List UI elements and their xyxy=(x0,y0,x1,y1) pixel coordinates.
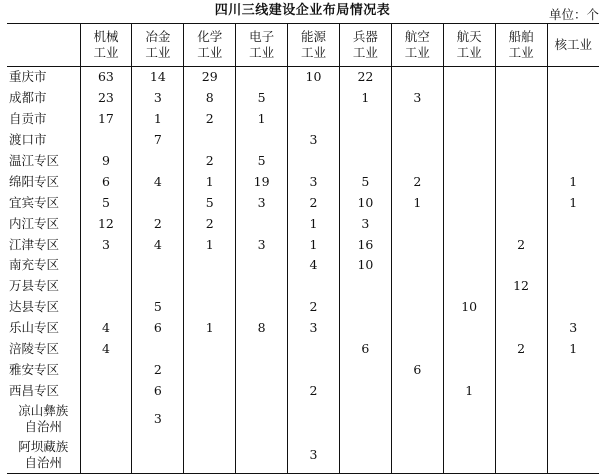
table-row xyxy=(7,130,599,151)
region-cell xyxy=(7,192,80,213)
region-cell xyxy=(7,318,80,339)
value-cell: 4 xyxy=(80,318,132,339)
value-cell xyxy=(184,401,236,437)
value-cell xyxy=(391,401,443,437)
value-cell xyxy=(443,109,495,130)
region-cell xyxy=(7,234,80,255)
value-cell xyxy=(547,151,599,172)
value-cell: 17 xyxy=(80,109,132,130)
value-cell xyxy=(184,130,236,151)
value-cell: 4 xyxy=(132,171,184,192)
value-cell xyxy=(443,213,495,234)
value-cell xyxy=(80,276,132,297)
value-cell xyxy=(495,109,547,130)
region-name-line: 自治州 xyxy=(24,455,62,471)
value-cell xyxy=(236,213,288,234)
value-cell xyxy=(391,276,443,297)
value-cell: 2 xyxy=(495,339,547,360)
column-header-line: 船舶 xyxy=(508,29,534,44)
value-cell xyxy=(80,297,132,318)
value-cell xyxy=(236,297,288,318)
value-cell: 1 xyxy=(339,88,391,109)
header-row xyxy=(7,24,599,67)
value-cell: 23 xyxy=(80,88,132,109)
value-cell xyxy=(547,234,599,255)
region-cell xyxy=(7,437,80,474)
region-name-line: 阿坝藏族 xyxy=(18,439,69,455)
value-cell xyxy=(495,380,547,401)
column-header xyxy=(339,24,391,67)
table-row xyxy=(7,192,599,213)
value-cell: 5 xyxy=(339,171,391,192)
value-cell: 10 xyxy=(288,67,340,88)
value-cell xyxy=(443,234,495,255)
value-cell xyxy=(184,359,236,380)
value-cell xyxy=(443,171,495,192)
value-cell: 3 xyxy=(288,130,340,151)
value-cell xyxy=(236,276,288,297)
value-cell: 1 xyxy=(132,109,184,130)
value-cell xyxy=(443,67,495,88)
value-cell xyxy=(391,297,443,318)
value-cell xyxy=(547,213,599,234)
column-header-line: 冶金 xyxy=(145,29,171,44)
table-row xyxy=(7,151,599,172)
value-cell xyxy=(495,151,547,172)
value-cell xyxy=(339,276,391,297)
value-cell: 7 xyxy=(132,130,184,151)
value-cell: 10 xyxy=(339,192,391,213)
value-cell xyxy=(391,255,443,276)
value-cell xyxy=(236,380,288,401)
value-cell xyxy=(339,380,391,401)
value-cell: 3 xyxy=(339,213,391,234)
region-name-line: 成都市 xyxy=(9,90,47,106)
region-name-line: 重庆市 xyxy=(9,69,47,85)
value-cell: 19 xyxy=(236,171,288,192)
column-header-line: 工业 xyxy=(352,45,378,60)
value-cell xyxy=(391,109,443,130)
value-cell: 2 xyxy=(495,234,547,255)
value-cell: 3 xyxy=(547,318,599,339)
region-cell xyxy=(7,359,80,380)
value-cell xyxy=(236,401,288,437)
value-cell: 1 xyxy=(184,234,236,255)
region-name-line: 自贡市 xyxy=(9,111,47,127)
region-name-line: 宜宾专区 xyxy=(9,194,60,210)
value-cell: 2 xyxy=(184,151,236,172)
value-cell xyxy=(236,339,288,360)
column-header-line: 工业 xyxy=(508,45,534,60)
column-header xyxy=(288,24,340,67)
value-cell: 5 xyxy=(236,88,288,109)
value-cell xyxy=(547,276,599,297)
column-header xyxy=(80,24,132,67)
value-cell: 4 xyxy=(80,339,132,360)
column-header xyxy=(391,24,443,67)
value-cell: 2 xyxy=(184,213,236,234)
value-cell xyxy=(547,130,599,151)
value-cell xyxy=(132,192,184,213)
value-cell xyxy=(391,67,443,88)
value-cell xyxy=(495,359,547,380)
value-cell: 3 xyxy=(132,401,184,437)
region-name-line: 达县专区 xyxy=(9,299,60,315)
region-cell xyxy=(7,109,80,130)
value-cell xyxy=(391,437,443,474)
value-cell: 22 xyxy=(339,67,391,88)
table-row xyxy=(7,380,599,401)
value-cell xyxy=(391,234,443,255)
region-cell xyxy=(7,339,80,360)
region-cell xyxy=(7,276,80,297)
value-cell: 6 xyxy=(132,318,184,339)
value-cell: 6 xyxy=(80,171,132,192)
value-cell xyxy=(547,297,599,318)
column-header-line: 核工业 xyxy=(554,37,593,52)
value-cell xyxy=(391,130,443,151)
column-header-line: 工业 xyxy=(404,45,430,60)
value-cell xyxy=(443,130,495,151)
table-row xyxy=(7,171,599,192)
table-row xyxy=(7,339,599,360)
value-cell: 29 xyxy=(184,67,236,88)
table-row xyxy=(7,401,599,437)
value-cell xyxy=(288,276,340,297)
column-header-line: 工业 xyxy=(93,45,119,60)
value-cell xyxy=(547,401,599,437)
table-row xyxy=(7,234,599,255)
value-cell xyxy=(443,359,495,380)
column-header-line: 工业 xyxy=(249,45,275,60)
value-cell xyxy=(236,255,288,276)
region-name-line: 乐山专区 xyxy=(9,320,60,336)
value-cell: 3 xyxy=(288,171,340,192)
value-cell: 2 xyxy=(288,297,340,318)
column-header-line: 工业 xyxy=(456,45,482,60)
value-cell: 3 xyxy=(80,234,132,255)
region-cell xyxy=(7,88,80,109)
table-row xyxy=(7,359,599,380)
table-row xyxy=(7,297,599,318)
value-cell: 4 xyxy=(288,255,340,276)
region-cell xyxy=(7,171,80,192)
value-cell: 1 xyxy=(547,171,599,192)
region-name-line: 温江专区 xyxy=(9,153,60,168)
region-cell xyxy=(7,67,80,88)
region-cell xyxy=(7,151,80,172)
value-cell xyxy=(236,130,288,151)
table-row xyxy=(7,213,599,234)
value-cell xyxy=(80,380,132,401)
value-cell xyxy=(339,151,391,172)
enterprise-layout-table xyxy=(7,23,599,474)
value-cell xyxy=(184,437,236,474)
value-cell: 1 xyxy=(288,234,340,255)
region-name-line: 西昌专区 xyxy=(9,382,60,398)
value-cell xyxy=(391,151,443,172)
value-cell xyxy=(236,67,288,88)
value-cell xyxy=(443,318,495,339)
value-cell xyxy=(547,437,599,474)
value-cell: 1 xyxy=(184,171,236,192)
value-cell: 4 xyxy=(132,234,184,255)
value-cell xyxy=(184,255,236,276)
region-name-line: 内江专区 xyxy=(9,215,60,231)
value-cell xyxy=(80,130,132,151)
value-cell: 1 xyxy=(547,339,599,360)
value-cell: 6 xyxy=(339,339,391,360)
value-cell: 14 xyxy=(132,67,184,88)
value-cell: 2 xyxy=(288,380,340,401)
value-cell xyxy=(184,297,236,318)
value-cell xyxy=(184,339,236,360)
value-cell xyxy=(236,359,288,380)
region-cell xyxy=(7,130,80,151)
value-cell: 3 xyxy=(236,234,288,255)
value-cell xyxy=(132,276,184,297)
table-row xyxy=(7,67,599,88)
region-name-line: 万县专区 xyxy=(9,278,60,294)
value-cell: 5 xyxy=(236,151,288,172)
value-cell: 10 xyxy=(443,297,495,318)
value-cell xyxy=(391,339,443,360)
column-header-line: 能源 xyxy=(301,29,327,44)
value-cell xyxy=(80,437,132,474)
value-cell xyxy=(391,213,443,234)
table-row xyxy=(7,318,599,339)
value-cell xyxy=(132,339,184,360)
value-cell xyxy=(495,130,547,151)
value-cell xyxy=(443,151,495,172)
value-cell xyxy=(288,359,340,380)
value-cell xyxy=(443,88,495,109)
column-header-line: 航天 xyxy=(456,29,482,44)
value-cell xyxy=(288,401,340,437)
value-cell: 8 xyxy=(236,318,288,339)
value-cell: 3 xyxy=(288,318,340,339)
value-cell: 8 xyxy=(184,88,236,109)
region-name-line: 涪陵专区 xyxy=(9,341,60,357)
value-cell xyxy=(443,437,495,474)
column-header-line: 化学 xyxy=(197,29,223,44)
value-cell xyxy=(288,88,340,109)
value-cell xyxy=(547,255,599,276)
value-cell: 1 xyxy=(236,109,288,130)
value-cell xyxy=(495,297,547,318)
value-cell xyxy=(184,380,236,401)
value-cell xyxy=(547,359,599,380)
value-cell: 16 xyxy=(339,234,391,255)
value-cell: 2 xyxy=(184,109,236,130)
region-cell xyxy=(7,380,80,401)
column-header-line: 电子 xyxy=(249,29,275,44)
value-cell xyxy=(443,276,495,297)
table-row xyxy=(7,109,599,130)
value-cell xyxy=(443,255,495,276)
value-cell: 1 xyxy=(547,192,599,213)
value-cell: 3 xyxy=(236,192,288,213)
value-cell xyxy=(495,437,547,474)
value-cell xyxy=(495,171,547,192)
value-cell: 1 xyxy=(391,192,443,213)
value-cell xyxy=(339,318,391,339)
value-cell: 12 xyxy=(495,276,547,297)
value-cell xyxy=(547,88,599,109)
value-cell xyxy=(443,401,495,437)
value-cell: 3 xyxy=(288,437,340,474)
table-title: 四川三线建设企业布局情况表 xyxy=(214,3,391,18)
value-cell xyxy=(443,339,495,360)
column-header-line: 航空 xyxy=(404,29,430,44)
region-name-line: 凉山彝族 xyxy=(18,403,69,419)
value-cell xyxy=(339,401,391,437)
value-cell: 12 xyxy=(80,213,132,234)
region-name-line: 雅安专区 xyxy=(9,361,60,377)
column-header-line: 机械 xyxy=(93,29,119,44)
value-cell xyxy=(288,339,340,360)
value-cell: 10 xyxy=(339,255,391,276)
value-cell xyxy=(80,401,132,437)
column-header-line: 工业 xyxy=(301,45,327,60)
value-cell xyxy=(339,109,391,130)
value-cell: 9 xyxy=(80,151,132,172)
region-name-line: 自治州 xyxy=(24,419,62,435)
value-cell: 3 xyxy=(132,88,184,109)
value-cell: 2 xyxy=(132,359,184,380)
region-column-header xyxy=(7,24,80,67)
value-cell xyxy=(132,437,184,474)
unit-label: 单位：个 xyxy=(548,7,599,22)
value-cell xyxy=(391,380,443,401)
value-cell: 1 xyxy=(184,318,236,339)
column-header xyxy=(236,24,288,67)
value-cell xyxy=(339,437,391,474)
value-cell xyxy=(495,88,547,109)
value-cell xyxy=(132,151,184,172)
table-row xyxy=(7,255,599,276)
value-cell xyxy=(288,109,340,130)
region-name-line: 南充专区 xyxy=(9,257,60,273)
region-cell xyxy=(7,255,80,276)
value-cell: 6 xyxy=(391,359,443,380)
region-cell xyxy=(7,401,80,437)
value-cell xyxy=(495,255,547,276)
value-cell xyxy=(80,255,132,276)
table-row xyxy=(7,276,599,297)
value-cell: 63 xyxy=(80,67,132,88)
value-cell xyxy=(495,318,547,339)
value-cell: 2 xyxy=(132,213,184,234)
value-cell xyxy=(547,380,599,401)
column-header xyxy=(132,24,184,67)
value-cell xyxy=(288,151,340,172)
column-header xyxy=(184,24,236,67)
value-cell xyxy=(339,297,391,318)
column-header-line: 工业 xyxy=(145,45,171,60)
value-cell xyxy=(495,192,547,213)
region-cell xyxy=(7,213,80,234)
region-name-line: 江津专区 xyxy=(9,236,60,252)
value-cell: 3 xyxy=(391,88,443,109)
value-cell xyxy=(236,437,288,474)
value-cell xyxy=(80,359,132,380)
value-cell xyxy=(132,255,184,276)
region-name-line: 渡口市 xyxy=(9,132,47,148)
value-cell xyxy=(391,318,443,339)
region-name-line: 绵阳专区 xyxy=(9,173,60,189)
value-cell: 6 xyxy=(132,380,184,401)
region-cell xyxy=(7,297,80,318)
table-row xyxy=(7,437,599,474)
value-cell xyxy=(443,192,495,213)
value-cell: 5 xyxy=(184,192,236,213)
value-cell xyxy=(184,276,236,297)
value-cell: 2 xyxy=(391,171,443,192)
value-cell xyxy=(547,109,599,130)
value-cell xyxy=(495,401,547,437)
column-header-line: 兵器 xyxy=(352,29,378,44)
value-cell xyxy=(339,359,391,380)
value-cell xyxy=(495,213,547,234)
table-body xyxy=(7,67,599,474)
value-cell xyxy=(547,67,599,88)
table-row xyxy=(7,88,599,109)
value-cell xyxy=(495,67,547,88)
value-cell: 5 xyxy=(132,297,184,318)
value-cell: 1 xyxy=(288,213,340,234)
column-header-line: 工业 xyxy=(197,45,223,60)
value-cell xyxy=(339,130,391,151)
column-header xyxy=(443,24,495,67)
value-cell: 1 xyxy=(443,380,495,401)
column-header xyxy=(547,24,599,67)
value-cell: 2 xyxy=(288,192,340,213)
column-header xyxy=(495,24,547,67)
value-cell: 5 xyxy=(80,192,132,213)
